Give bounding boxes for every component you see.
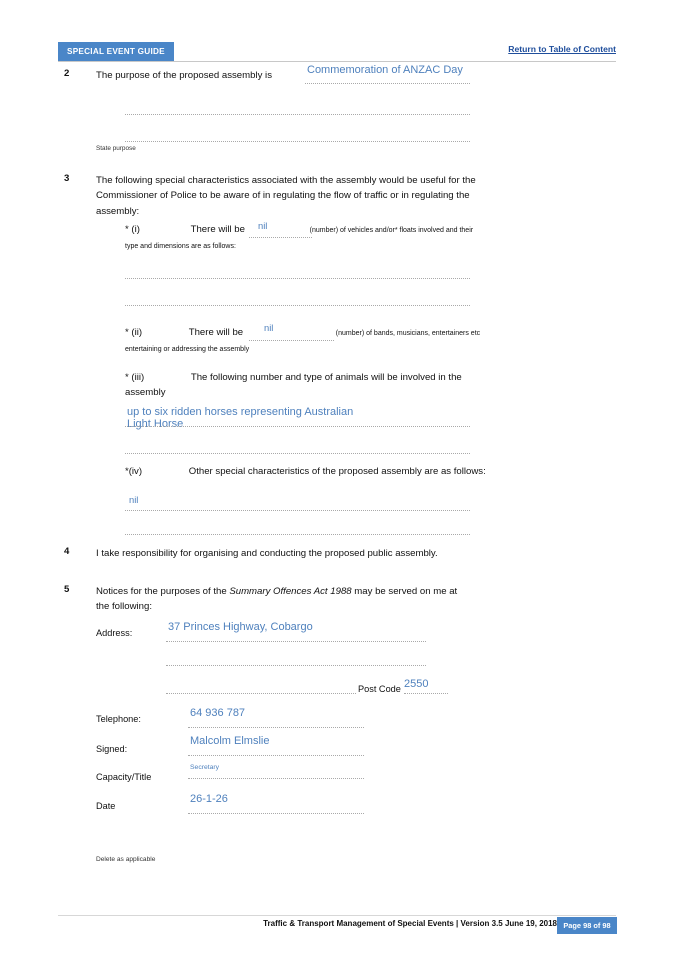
postcode-line	[404, 692, 448, 694]
subitem-ii-marker: * (ii)	[125, 327, 143, 338]
item-5-text	[96, 584, 461, 615]
subitem-iv-text: Other special characteristics of the proposed assembly are as follows:	[188, 466, 486, 477]
date-value[interactable]: 26-1-26	[190, 793, 228, 805]
telephone-label: Telephone:	[96, 714, 141, 724]
subitem-iv-blank-line[interactable]	[125, 533, 470, 535]
subitem-ii	[125, 325, 490, 358]
signed-line	[188, 754, 364, 756]
item-2-blank-line-2[interactable]	[125, 140, 470, 142]
subitem-i-answer-line	[249, 236, 312, 238]
subitem-i-blank-line-2[interactable]	[125, 304, 470, 306]
subitem-iii-answer-line1[interactable]: up to six ridden horses representing Australian	[127, 406, 354, 418]
capacity-title-value[interactable]: Secretary	[190, 764, 220, 771]
return-to-table-of-content-link[interactable]: Return to Table of Content	[508, 44, 616, 54]
subitem-iv-answer-line	[125, 509, 470, 511]
subitem-ii-text-after: (number) of bands, musicians, entertainers etc entertaining or addressing the assembly	[125, 330, 481, 354]
signed-label: Signed:	[96, 744, 128, 754]
address-value[interactable]: 37 Princes Highway, Cobargo	[168, 621, 313, 633]
item-2-blank-line-1[interactable]	[125, 113, 470, 115]
address-line-1	[166, 640, 426, 642]
telephone-value[interactable]: 64 936 787	[190, 707, 246, 719]
footer-text: Traffic & Transport Management of Special Events | Version 3.5 June 19, 2018	[263, 919, 557, 928]
subitem-ii-text-before: There will be	[188, 327, 244, 338]
subitem-i-text-after: (number) of vehicles and/or* floats involved and their type and dimensions are as follows:	[125, 227, 474, 251]
item-2-text: The purpose of the proposed assembly is	[96, 70, 272, 81]
signed-value[interactable]: Malcolm Elmslie	[190, 735, 270, 747]
item-2-answer[interactable]: Commemoration of ANZAC Day	[307, 64, 463, 76]
subitem-i-text-before: There will be	[190, 224, 245, 235]
item-5-text-part1: Notices for the purposes of the	[96, 586, 230, 597]
subitem-i-answer[interactable]: nil	[258, 220, 268, 231]
date-line	[188, 812, 364, 814]
postcode-prefix-line[interactable]	[166, 692, 356, 694]
subitem-iii-text: The following number and type of animals will be involved in the assembly	[125, 372, 462, 399]
subitem-iv-answer[interactable]: nil	[129, 494, 139, 505]
item-number-5: 5	[64, 584, 70, 595]
item-number-3: 3	[64, 173, 70, 184]
subitem-iii-answer-line-rule-2[interactable]	[125, 452, 470, 454]
address-line-2[interactable]	[166, 664, 426, 666]
subitem-iii-marker: * (iii)	[125, 372, 145, 383]
subitem-iii-answer-line2[interactable]: Light Horse	[127, 418, 184, 430]
date-label: Date	[96, 801, 116, 811]
item-2-caption: State purpose	[96, 145, 136, 152]
item-4-text: I take responsibility for organising and conducting the proposed public assembly.	[96, 548, 438, 559]
postcode-label: Post Code	[358, 684, 401, 694]
page-header	[58, 42, 616, 62]
capacity-title-label: Capacity/Title	[96, 772, 152, 782]
special-event-guide-badge: SPECIAL EVENT GUIDE	[58, 42, 174, 61]
address-label: Address:	[96, 628, 133, 638]
telephone-line	[188, 726, 364, 728]
capacity-title-line	[188, 777, 364, 779]
subitem-iii-answer-line-rule-1	[125, 425, 470, 427]
item-5-text-part2: may be served on me at the following:	[96, 586, 458, 613]
item-5-act-name: Summary Offences Act 1988	[229, 586, 352, 597]
subitem-i	[125, 222, 485, 255]
subitem-i-blank-line-1[interactable]	[125, 277, 470, 279]
footer-divider	[58, 915, 616, 916]
subitem-i-marker: * (i)	[125, 224, 140, 235]
header-divider	[58, 61, 616, 62]
subitem-iv	[125, 464, 490, 479]
item-3-text: The following special characteristics associated with the assembly would be useful for the Commissioner of Police to be aware of in regulating the flow of traffic or in regulating the assembly:	[96, 175, 476, 217]
postcode-value[interactable]: 2550	[404, 678, 429, 690]
subitem-iv-marker: *(iv)	[125, 466, 143, 477]
subitem-iii	[125, 370, 490, 401]
item-2-answer-line	[305, 82, 470, 84]
subitem-ii-answer[interactable]: nil	[264, 322, 274, 333]
delete-as-applicable-note: Delete as applicable	[96, 856, 156, 863]
item-number-4: 4	[64, 546, 70, 557]
item-number-2: 2	[64, 68, 70, 79]
subitem-ii-answer-line	[249, 339, 334, 341]
page-number-badge: Page 98 of 98	[557, 917, 617, 934]
